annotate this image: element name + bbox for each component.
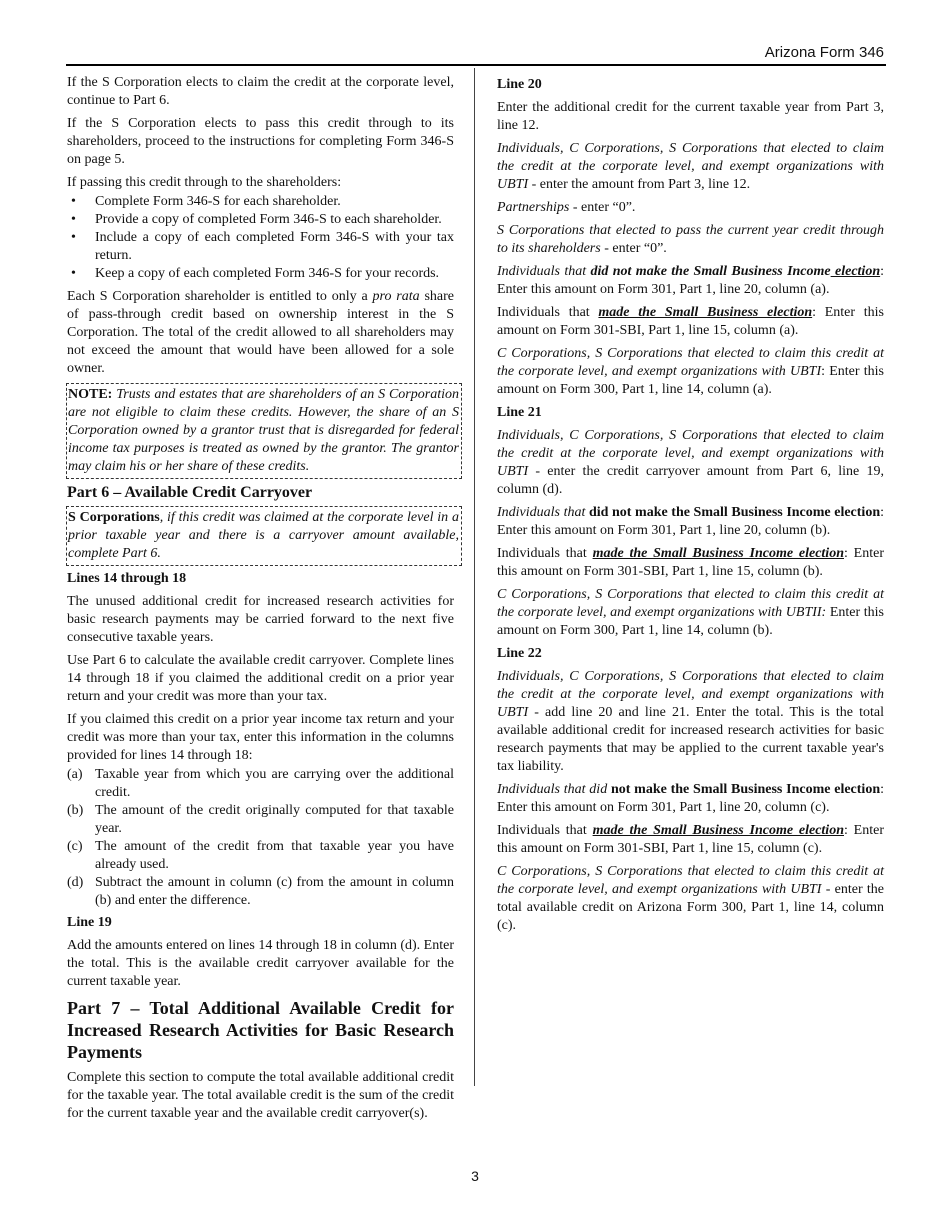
- line-21-heading: Line 21: [497, 405, 542, 420]
- paragraph: Add the amounts entered on lines 14 through 18 in column (d). Enter the total. This is the available credit carryover available for the current taxable year.: [67, 938, 454, 989]
- paragraph: Use Part 6 to calculate the available credit carryover. Complete lines 14 through 18 if you claimed the additional credit on a prior year return and your credit was more than your tax.: [67, 653, 454, 704]
- line-22-heading: Line 22: [497, 646, 542, 661]
- list-item: (c) The amount of the credit from that taxable year you have already used.: [67, 839, 454, 872]
- note-text: Trusts and estates that are shareholders of an S Corporation are not eligible to claim these credits. However, the share of an S Corporation owned by a grantor trust that is disregarded for federal income tax purposes is treated as owned by the grantor. The grantor may claim his or her share of these credits.: [68, 387, 459, 474]
- paragraph: If you claimed this credit on a prior year income tax return and your credit was more than your tax, enter this information in the columns provided for lines 14 through 18:: [67, 712, 454, 763]
- page-header: [66, 44, 886, 66]
- column-divider: [474, 68, 475, 1086]
- list-item: (d) Subtract the amount in column (c) from the amount in column (b) and enter the difference.: [67, 875, 454, 908]
- line-19-heading: Line 19: [67, 915, 112, 930]
- paragraph: If the S Corporation elects to claim the credit at the corporate level, continue to Part 6.: [67, 75, 454, 108]
- paragraph: Individuals, C Corporations, S Corporations that elected to claim the credit at the corporate level, and exempt organizations with UBTI - enter the amount from Part 3, line 12.: [497, 141, 884, 192]
- paragraph: Individuals that made the Small Business Income election: Enter this amount on Form 301-SBI, Part 1, line 15, column (c).: [497, 823, 884, 856]
- paragraph: The unused additional credit for increased research activities for basic research payments may be carried forward to the next five consecutive taxable years.: [67, 594, 454, 645]
- paragraph: Individuals that made the Small Business election: Enter this amount on Form 301-SBI, Part 1, line 15, column (a).: [497, 305, 884, 338]
- form-title: Arizona Form 346: [764, 44, 884, 61]
- paragraph: C Corporations, S Corporations that elected to claim this credit at the corporate level, and exempt organizations with UBTI - enter the total available credit on Arizona Form 300, Part 1, line 14, column (c).: [497, 864, 884, 933]
- paragraph: If the S Corporation elects to pass this credit through to its shareholders, proceed to the instructions for completing Form 346-S on page 5.: [67, 116, 454, 167]
- paragraph: Individuals that made the Small Business Income election: Enter this amount on Form 301-SBI, Part 1, line 15, column (b).: [497, 546, 884, 579]
- paragraph: C Corporations, S Corporations that elected to claim this credit at the corporate level, and exempt organizations with UBTII: Enter this amount on Form 300, Part 1, line 14, column (b).: [497, 587, 884, 638]
- paragraph: If passing this credit through to the shareholders:: [67, 175, 342, 190]
- list-item: (b) The amount of the credit originally computed for that taxable year.: [67, 803, 454, 836]
- list-item: • Keep a copy of each completed Form 346-S for your records.: [67, 265, 454, 283]
- left-column: [67, 74, 459, 1128]
- list-item: • Provide a copy of completed Form 346-S to each shareholder.: [67, 211, 454, 229]
- page-number: 3: [471, 1168, 479, 1184]
- paragraph: C Corporations, S Corporations that elected to claim this credit at the corporate level, and exempt organizations with UBTI: Enter this amount on Form 300, Part 1, line 14, column (a).: [497, 346, 884, 397]
- column-list: [67, 766, 454, 910]
- paragraph: Individuals that did not make the Small Business Income election: Enter this amount on Form 301, Part 1, line 20, column (a).: [497, 264, 884, 297]
- paragraph: Individuals, C Corporations, S Corporations that elected to claim the credit at the corporate level, and exempt organizations with UBTI - add line 20 and line 21. Enter the total. This is the total available additional credit for increased research activities for basic research payments that may be applied to the current taxable year's tax liability.: [497, 669, 884, 774]
- s-corp-box: S Corporations, if this credit was claimed at the corporate level in a prior taxable year and there is a carryover amount available, complete Part 6.: [66, 506, 462, 566]
- line-20-heading: Line 20: [497, 77, 542, 92]
- note-box: [66, 383, 462, 479]
- paragraph: Partnerships - enter “0”.: [497, 200, 636, 215]
- paragraph: Individuals that did not make the Small Business Income election: Enter this amount on Form 301, Part 1, line 20, column (c).: [497, 782, 884, 815]
- list-item: • Complete Form 346-S for each shareholder.: [67, 193, 454, 211]
- part6-heading: Part 6 – Available Credit Carryover: [67, 484, 313, 501]
- paragraph: Individuals that did not make the Small Business Income election: Enter this amount on Form 301, Part 1, line 20, column (b).: [497, 505, 884, 538]
- lines-14-18-heading: Lines 14 through 18: [67, 571, 187, 586]
- paragraph: Complete this section to compute the total available additional credit for the taxable year. The total available credit is the sum of the credit for the current taxable year and the available credit carryover(s).: [67, 1070, 454, 1121]
- paragraph: Enter the additional credit for the current taxable year from Part 3, line 12.: [497, 100, 884, 133]
- paragraph: Individuals, C Corporations, S Corporations that elected to claim the credit at the corporate level, and exempt organizations with UBTI - enter the credit carryover amount from Part 6, line 19, column (d).: [497, 428, 884, 497]
- right-column: [497, 74, 884, 940]
- list-item: • Include a copy of each completed Form 346-S with your tax return.: [67, 229, 454, 265]
- paragraph: S Corporations that elected to pass the current year credit through to its shareholders - enter “0”.: [497, 223, 884, 256]
- bullet-list: [67, 193, 454, 283]
- part7-heading: Part 7 – Total Additional Available Credit for Increased Research Activities for Basic Research Payments: [67, 998, 454, 1062]
- list-item: (a) Taxable year from which you are carrying over the additional credit.: [67, 767, 454, 800]
- paragraph: Each S Corporation shareholder is entitled to only a pro rata share of pass-through credit based on ownership interest in the S Corporation. The total of the credit allowed to all shareholders may not exceed the amount that would have been allowed for a sole owner.: [67, 289, 454, 376]
- note-label: NOTE:: [68, 387, 113, 402]
